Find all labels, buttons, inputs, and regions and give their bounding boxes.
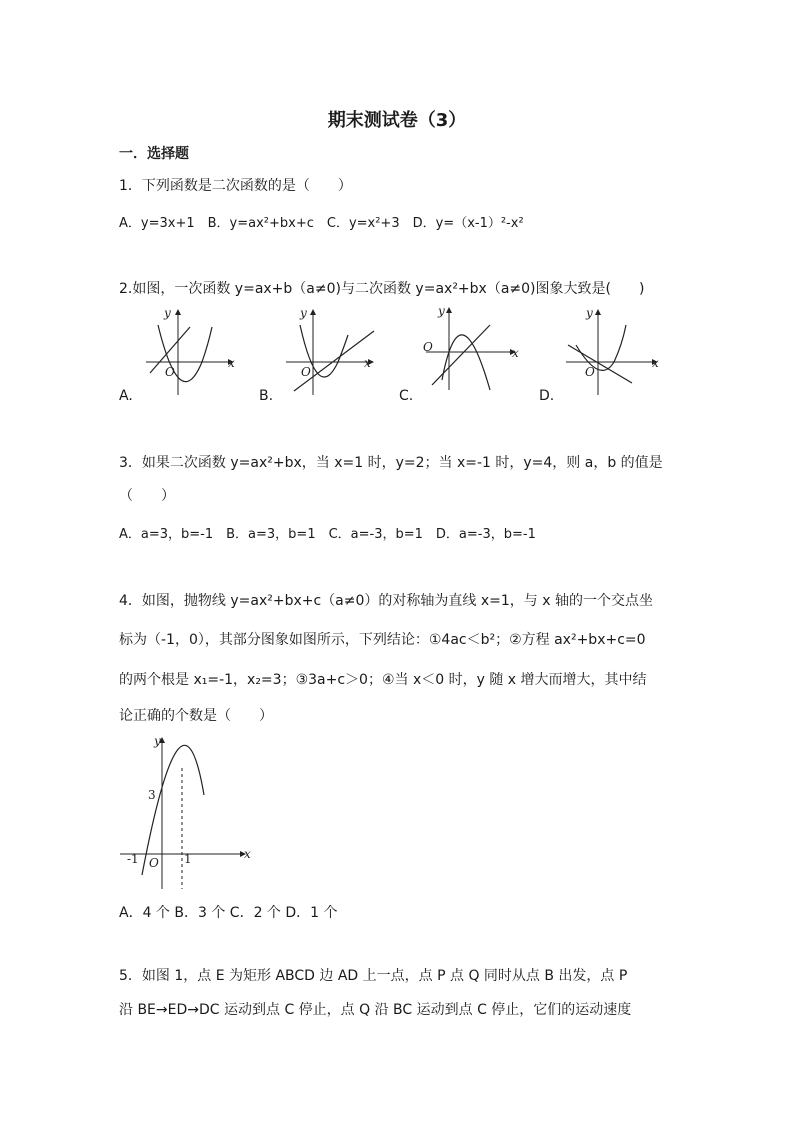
parabola	[576, 325, 626, 370]
q4-line4: 论正确的个数是（ ）	[119, 708, 273, 724]
y-label: y	[300, 306, 307, 320]
q2-option-c: C.	[399, 388, 414, 404]
q2-graph-b	[280, 305, 380, 400]
origin-label: O	[585, 365, 595, 379]
q1-stem: 1．下列函数是二次函数的是（ ）	[119, 178, 352, 194]
q3-options: A．a=3，b=-1 B．a=3，b=1 C．a=-3，b=1 D．a=-3，b=-1	[119, 527, 536, 542]
line	[568, 345, 632, 383]
y-axis-arrow	[175, 309, 181, 315]
origin-label: O	[165, 365, 175, 379]
q2-graph-a	[140, 305, 240, 400]
y-label: y	[438, 304, 445, 318]
q5-line1: 5．如图 1，点 E 为矩形 ABCD 边 AD 上一点，点 P 点 Q 同时从点 B 出发，点 P	[119, 968, 628, 984]
q2-graph-d	[560, 305, 660, 400]
page-title: 期末测试卷（3）	[327, 110, 467, 131]
line	[432, 325, 490, 385]
q1-options: A．y=3x+1 B．y=ax²+bx+c C．y=x²+3 D．y=（x-1）²-x²	[119, 216, 524, 231]
q5-line2: 沿 BE→ED→DC 运动到点 C 停止，点 Q 沿 BC 运动到点 C 停止，它们的运动速度	[119, 1002, 632, 1018]
q2-option-b: B.	[259, 388, 274, 404]
label-neg-one: -1	[127, 852, 139, 866]
q4-line1: 4．如图，抛物线 y=ax²+bx+c（a≠0）的对称轴为直线 x=1，与 x 轴的一个交点坐	[119, 593, 653, 609]
q3-stem-line2: （ ）	[119, 488, 175, 504]
origin-label: O	[423, 340, 433, 354]
q2-stem: 2.如图，一次函数 y=ax+b（a≠0)与二次函数 y=ax²+bx（a≠0)图象大致是( )	[119, 281, 645, 297]
x-label: x	[228, 356, 235, 370]
section-heading: 一．选择题	[119, 146, 189, 162]
line	[294, 331, 374, 391]
q4-line2: 标为（-1，0），其部分图象如图所示，下列结论：①4ac＜b²；②方程 ax²+bx+c=0	[119, 632, 646, 648]
q4-options: A．4 个 B．3 个 C．2 个 D．1 个	[119, 905, 338, 921]
origin-label: O	[149, 856, 159, 870]
q4-line3: 的两个根是 x₁=-1，x₂=3；③3a+c＞0；④当 x＜0 时，y 随 x 增大而增大，其中结	[119, 672, 647, 688]
y-label: y	[154, 734, 161, 748]
y-axis-arrow	[595, 309, 601, 315]
q2-option-a: A.	[119, 388, 133, 404]
x-label: x	[244, 847, 251, 861]
q2-graph-c	[420, 305, 520, 400]
x-label: x	[364, 356, 371, 370]
label-three: 3	[148, 788, 156, 802]
origin-label: O	[301, 365, 311, 379]
label-one: 1	[184, 852, 192, 866]
y-label: y	[164, 306, 171, 320]
q2-option-d: D.	[539, 388, 555, 404]
q4-graph	[118, 733, 258, 893]
y-axis-arrow	[446, 307, 452, 313]
q3-stem-line1: 3．如果二次函数 y=ax²+bx，当 x=1 时，y=2；当 x=-1 时，y=4，则 a，b 的值是	[119, 455, 663, 471]
y-axis-arrow	[310, 309, 316, 315]
x-label: x	[652, 356, 659, 370]
y-label: y	[586, 306, 593, 320]
x-label: x	[512, 346, 519, 360]
